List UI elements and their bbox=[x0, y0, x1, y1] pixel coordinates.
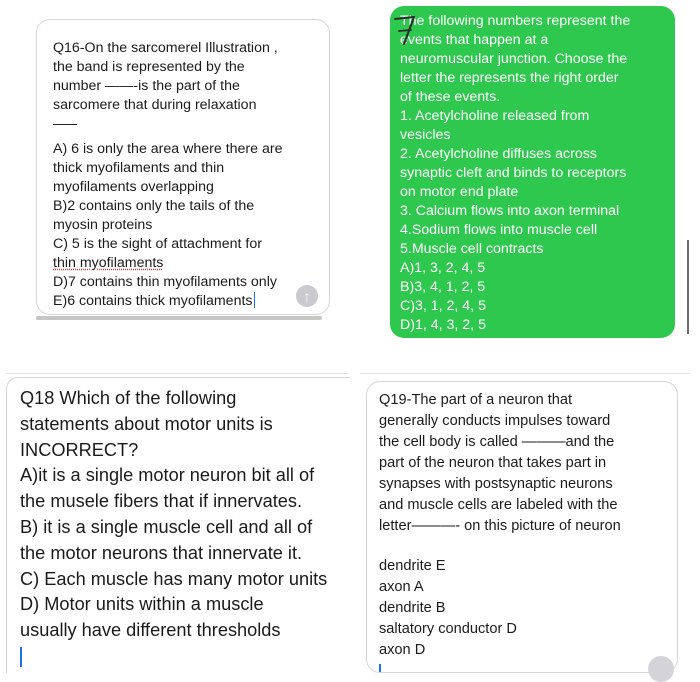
bubble-line: neuromuscular junction. Choose the bbox=[400, 51, 628, 67]
bubble-line: The following numbers represent the bbox=[400, 13, 631, 29]
q18-line: B) it is a single muscle cell and all of bbox=[20, 516, 313, 537]
bubble-line: letter the represents the right order bbox=[400, 70, 619, 86]
q16-option-line: C) 5 is the sight of attachment for bbox=[53, 236, 262, 252]
bubble-line: 4.Sodium flows into muscle cell bbox=[400, 222, 598, 238]
q16-option-line: B)2 contains only the tails of the bbox=[53, 198, 255, 214]
bubble-line: events that happen at a bbox=[400, 32, 549, 48]
handwritten-seven-icon bbox=[392, 14, 418, 46]
bubble-line: 5.Muscle cell contracts bbox=[400, 241, 544, 257]
horizontal-scrollbar[interactable] bbox=[36, 316, 322, 320]
neuromuscular-message-bubble bbox=[390, 6, 675, 338]
q18-line: D) Motor units within a muscle bbox=[20, 594, 264, 615]
bubble-line: vesicles bbox=[400, 127, 451, 143]
q18-line: statements about motor units is bbox=[20, 413, 273, 434]
bubble-line: of these events. bbox=[400, 89, 501, 105]
q18-line: the motor neurons that innervate it. bbox=[20, 542, 303, 563]
answer-option-a: A)1, 3, 2, 4, 5 bbox=[400, 260, 486, 276]
arrow-up-icon[interactable]: ↑ bbox=[296, 285, 318, 307]
q19-option-line: dendrite E bbox=[379, 558, 446, 574]
spacer bbox=[379, 537, 621, 556]
vertical-scrollbar[interactable] bbox=[687, 240, 689, 334]
q18-line: C) Each muscle has many motor units bbox=[20, 568, 328, 589]
q19-option-line: axon D bbox=[379, 642, 426, 658]
q19-option-line: saltatory conductor D bbox=[379, 621, 517, 637]
q16-question-line: Q16-On the sarcomerel Illustration , bbox=[53, 40, 278, 56]
scroll-up-button[interactable] bbox=[648, 656, 674, 682]
bubble-line: 3. Calcium flows into axon terminal bbox=[400, 203, 620, 219]
q19-question-line: Q19-The part of a neuron that bbox=[379, 392, 573, 408]
neuromuscular-text bbox=[400, 12, 630, 335]
q19-option-line: axon A bbox=[379, 579, 424, 595]
q19-text bbox=[379, 390, 621, 673]
q19-question-line: and muscle cells are labeled with the bbox=[379, 497, 618, 513]
q18-line: INCORRECT? bbox=[20, 439, 139, 460]
q19-question-line: synapses with postsynaptic neurons bbox=[379, 476, 613, 492]
q19-question-line: part of the neuron that takes part in bbox=[379, 455, 607, 471]
q18-line: A)it is a single motor neuron bit all of bbox=[20, 465, 315, 486]
q16-option-line: thick myofilaments and thin bbox=[53, 160, 225, 176]
q18-text bbox=[20, 386, 327, 667]
text-cursor bbox=[20, 647, 22, 667]
q19-question-line: generally conducts impulses toward bbox=[379, 413, 611, 429]
q16-text bbox=[53, 39, 283, 311]
q16-option-line-editing[interactable] bbox=[53, 292, 283, 311]
divider bbox=[360, 373, 690, 374]
q18-text-panel[interactable] bbox=[6, 377, 350, 673]
q16-question-line: number ——-is the part of the bbox=[53, 78, 240, 94]
answer-option-c: C)3, 1, 2, 4, 5 bbox=[400, 298, 486, 314]
q18-line: usually have different thresholds bbox=[20, 620, 281, 641]
divider bbox=[6, 373, 348, 374]
text-cursor bbox=[379, 664, 381, 673]
q18-line: Q18 Which of the following bbox=[20, 388, 237, 408]
q16-question-line: the band is represented by the bbox=[53, 59, 245, 75]
q16-option-line-misspelled: thin myofilaments bbox=[53, 255, 164, 271]
q18-line: the musele fibers that if innervates. bbox=[20, 491, 303, 512]
bubble-line: on motor end plate bbox=[400, 184, 519, 200]
answer-option-d: D)1, 4, 3, 2, 5 bbox=[400, 317, 486, 333]
q16-message-card bbox=[36, 19, 330, 315]
q16-option-line: A) 6 is only the area where there are bbox=[53, 141, 283, 157]
bubble-line: synaptic cleft and binds to receptors bbox=[400, 165, 627, 181]
q19-question-line: letter———- on this picture of neuron bbox=[379, 518, 621, 534]
answer-option-b: B)3, 4, 1, 2, 5 bbox=[400, 279, 486, 295]
q16-option-line: myosin proteins bbox=[53, 217, 153, 233]
bubble-line: 1. Acetylcholine released from bbox=[400, 108, 590, 124]
text-cursor bbox=[254, 292, 256, 308]
q19-message-card[interactable] bbox=[366, 381, 678, 673]
q16-option-line: D)7 contains thin myofilaments only bbox=[53, 274, 277, 290]
q16-option-line: myofilaments overlapping bbox=[53, 179, 214, 195]
q16-question-line: sarcomere that during relaxation bbox=[53, 97, 257, 113]
bubble-line: 2. Acetylcholine diffuses across bbox=[400, 146, 597, 162]
q19-option-line: dendrite B bbox=[379, 600, 446, 616]
q19-question-line: the cell body is called ———and the bbox=[379, 434, 615, 450]
q16-blank-divider bbox=[53, 124, 77, 125]
q16-option-text: E)6 contains thick myofilaments bbox=[53, 293, 253, 309]
